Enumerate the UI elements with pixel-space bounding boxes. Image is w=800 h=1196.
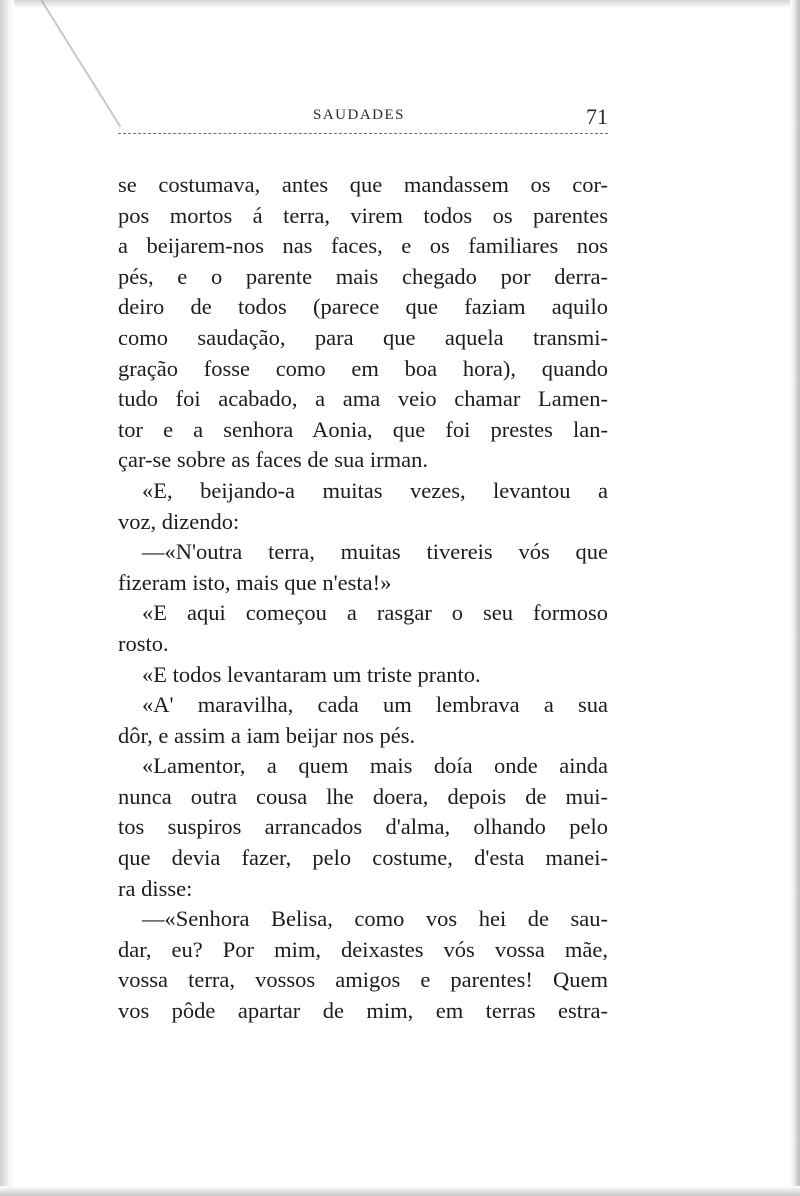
text-line: gração fosse como em boa hora), quando [118,355,608,381]
page-number: 71 [586,104,608,129]
text-line: —«Senhora Belisa, como vos hei de sau- [142,906,608,932]
text-line: se costumava, antes que mandassem os cor- [118,172,608,197]
text-line: que devia fazer, pelo costume, d'esta manei- [118,845,608,871]
text-line: nunca outra cousa lhe doera, depois de mui- [118,783,608,809]
text-line: como saudação, para que aquela transmi- [118,324,608,350]
text-line: vossa terra, vossos amigos e parentes! Quem [118,967,608,993]
text-line: çar-se sobre as faces de sua irman. [118,447,429,473]
text-line: voz, dizendo: [118,508,240,534]
text-line: «E, beijando-a muitas vezes, levantou a [142,477,608,503]
text-line: pos mortos á terra, virem todos os parentes [118,202,608,228]
page-edge-right [790,0,800,1196]
running-title: SAUDADES [313,107,406,123]
text-line: dar, eu? Por mim, deixastes vós vossa mãe, [118,936,608,962]
body-text [118,170,608,1027]
text-line: deiro de todos (parece que faziam aquilo [118,294,608,320]
page-edge-left [0,0,14,1196]
text-line: rosto. [118,630,169,656]
text-line: «A' maravilha, cada um lembrava a sua [142,692,608,718]
text-line: tor e a senhora Aonia, que foi prestes lan- [118,416,608,442]
page-edge-bottom [0,1186,800,1196]
text-line: tudo foi acabado, a ama veio chamar Lamen- [118,386,608,412]
page-edge-top [0,0,800,8]
page-fold-mark [40,0,121,127]
header-rule [118,133,608,134]
page-header [118,104,608,134]
text-line: fizeram isto, mais que n'esta!» [118,569,392,595]
text-line: —«N'outra terra, muitas tivereis vós que [142,539,608,565]
text-line: a beijarem-nos nas faces, e os familiares nos [118,233,608,259]
text-line: vos pôde apartar de mim, em terras estra- [118,998,608,1024]
text-line: «E aqui começou a rasgar o seu formoso [142,600,608,626]
text-line: pés, e o parente mais chegado por derra- [118,263,608,289]
text-line: «E todos levantaram um triste pranto. [142,661,481,687]
text-line: dôr, e assim a iam beijar nos pés. [118,722,416,748]
text-line: «Lamentor, a quem mais doía onde ainda [142,753,608,779]
text-line: ra disse: [118,875,193,901]
text-line: tos suspiros arrancados d'alma, olhando pelo [118,814,608,840]
